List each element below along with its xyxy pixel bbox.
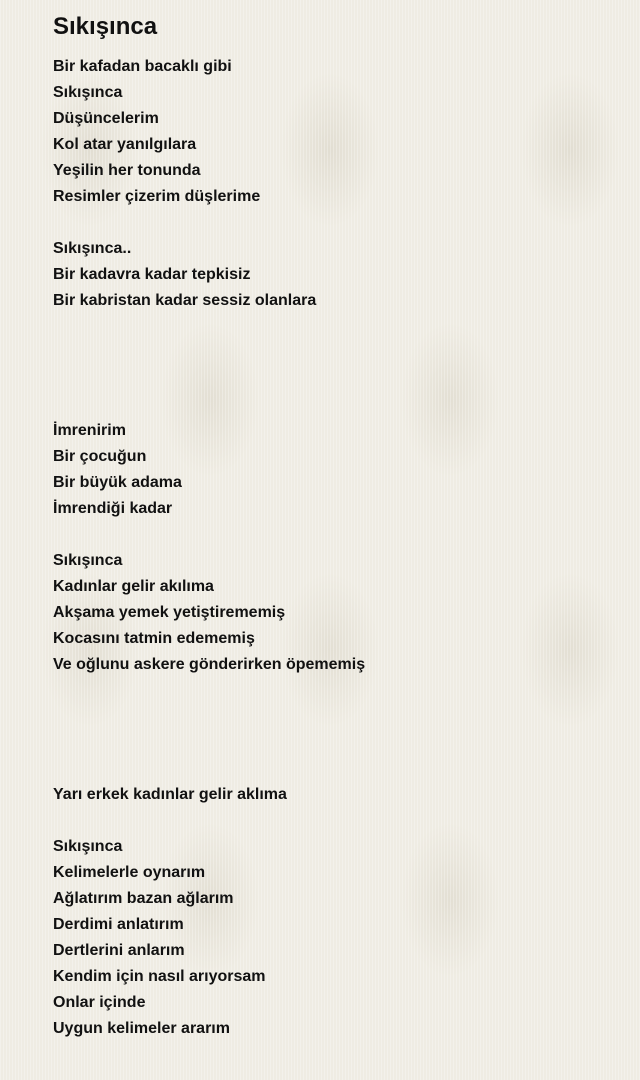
poem-line: Bir çocuğun <box>53 448 147 465</box>
poem-line: Düşüncelerim <box>53 110 159 127</box>
poem-line: Resimler çizerim düşlerime <box>53 188 261 205</box>
poem-line: Bir kafadan bacaklı gibi <box>53 58 232 75</box>
poem-line: İmrendiği kadar <box>53 500 173 517</box>
poem-line: Sıkışınca <box>53 552 123 569</box>
poem-line: Kol atar yanılgılara <box>53 136 197 153</box>
poem-line: Kendim için nasıl arıyorsam <box>53 968 266 985</box>
poem-line: Sıkışınca <box>53 84 123 101</box>
stanza-break <box>53 366 613 392</box>
stanza-break <box>53 678 613 704</box>
poem-line: Uygun kelimeler ararım <box>53 1020 230 1037</box>
poem-line: Bir kabristan kadar sessiz olanlara <box>53 292 317 309</box>
poem-line: Kadınlar gelir akılıma <box>53 578 214 595</box>
stanza-break <box>53 522 613 548</box>
poem-line: Bir büyük adama <box>53 474 182 491</box>
stanza-break <box>53 808 613 834</box>
stanza-break <box>53 392 613 418</box>
poem-line: Derdimi anlatırım <box>53 916 184 933</box>
poem-line: Sıkışınca <box>53 838 123 855</box>
poem-line: Sıkışınca.. <box>53 240 132 257</box>
poem-line: Akşama yemek yetiştirememiş <box>53 604 286 621</box>
poem-title: Sıkışınca <box>53 13 158 40</box>
poem-line: Kocasını tatmin edememiş <box>53 630 255 647</box>
poem-line: Yeşilin her tonunda <box>53 162 201 179</box>
poem-line: Kelimelerle oynarım <box>53 864 206 881</box>
poem-line: Bir kadavra kadar tepkisiz <box>53 266 251 283</box>
poem-line: İmrenirim <box>53 422 126 439</box>
poem-line: Ağlatırım bazan ağlarım <box>53 890 234 907</box>
poem-line: Ve oğlunu askere gönderirken öpememiş <box>53 656 366 673</box>
stanza-break <box>53 704 613 730</box>
stanza-break <box>53 210 613 236</box>
stanza-break <box>53 756 613 782</box>
stanza-break <box>53 314 613 340</box>
poem-lines <box>53 54 613 1042</box>
stanza-break <box>53 730 613 756</box>
poem-container <box>53 10 613 1042</box>
stanza-break <box>53 340 613 366</box>
poem-line: Onlar içinde <box>53 994 146 1011</box>
poem-line: Dertlerini anlarım <box>53 942 185 959</box>
poem-line: Yarı erkek kadınlar gelir aklıma <box>53 786 287 803</box>
